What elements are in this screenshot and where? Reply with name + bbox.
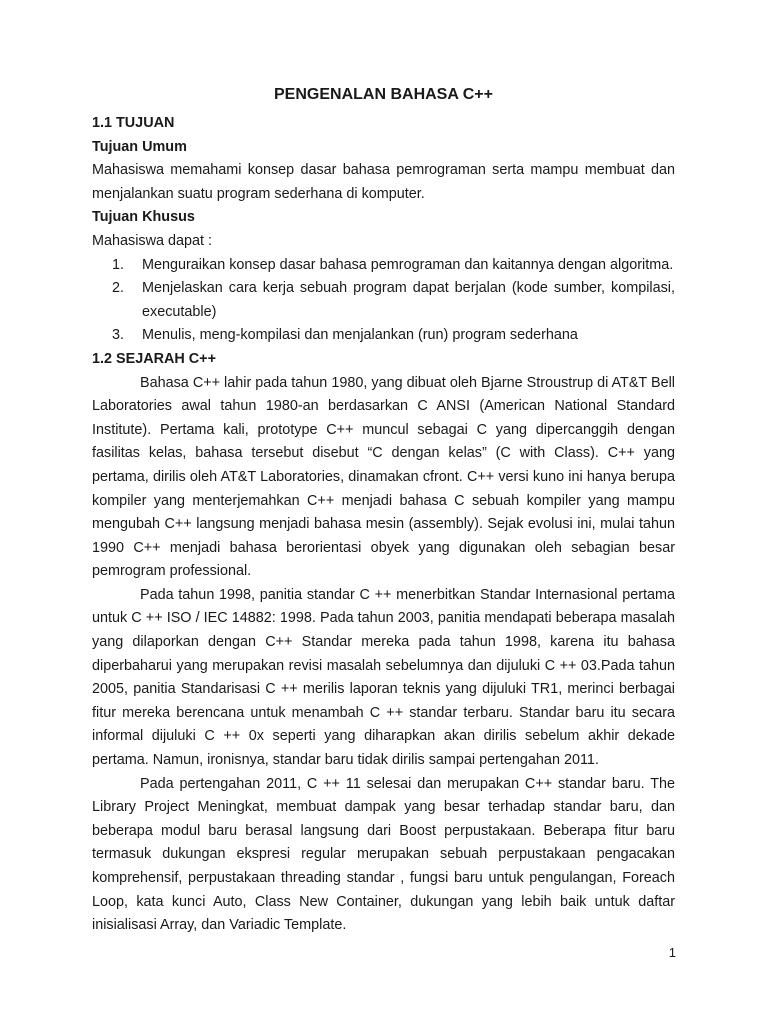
objective-list [92, 254, 675, 348]
paragraph-history-1: Bahasa C++ lahir pada tahun 1980, yang dibuat oleh Bjarne Stroustrup di AT&T Bell Laboratories awal tahun 1980-an berdasarkan C ANSI (American National Standard Institute). Pertama kali, prototype C++ muncul sebagai C yang dipercanggih dengan fasilitas kelas, bahasa tersebut disebut “C dengan kelas” (C with Class). C++ yang pertama, dirilis oleh AT&T Laboratories, dinamakan cfront. C++ versi kuno ini hanya berupa kompiler yang menterjemahkan C++ menjadi bahasa C sebuah kompiler yang mampu mengubah C++ langsung menjadi bahasa mesin (assembly). Sejak evolusi ini, mulai tahun 1990 C++ menjadi bahasa berorientasi obyek yang digunakan oleh sebagian besar pemrogram professional. [92, 374, 675, 580]
list-text: Menulis, meng-kompilasi dan menjalankan (run) program sederhana [142, 327, 578, 344]
paragraph-history-3: Pada pertengahan 2011, C ++ 11 selesai dan merupakan C++ standar baru. The Library Project Meningkat, membuat dampak yang besar terhadap standar baru, dan beberapa modul baru berasal langsung dari Boost perpustakaan. Beberapa fitur baru termasuk dukungan ekspresi regular merupakan sebuah perpustakaan pengacakan komprehensif, perpustakaan threading standar , fungsi baru untuk pengulangan, Foreach Loop, kata kunci Auto, Class New Container, dukungan yang lebih baik untuk daftar inisialisasi Array, dan Variadic Template. [92, 775, 675, 934]
document-title: PENGENALAN BAHASA C++ [274, 86, 493, 103]
page-number: 1 [668, 945, 676, 960]
list-item [106, 324, 675, 348]
section-heading-tujuan: 1.1 TUJUAN [92, 115, 175, 131]
list-text: Menguraikan konsep dasar bahasa pemrograman dan kaitannya dengan algoritma. [142, 256, 674, 273]
paragraph-intro: Mahasiswa dapat : [92, 232, 212, 249]
list-text: Menjelaskan cara kerja sebuah program dapat berjalan (kode sumber, kompilasi, executable) [142, 280, 675, 320]
section-heading-sejarah: 1.2 SEJARAH C++ [92, 350, 216, 367]
list-item [106, 254, 675, 278]
subheading-tujuan-khusus: Tujuan Khusus [92, 209, 195, 226]
list-number: 2. [112, 280, 125, 297]
list-item [106, 277, 675, 324]
paragraph-tujuan-umum: Mahasiswa memahami konsep dasar bahasa pemrograman serta mampu membuat dan menjalankan suatu program sederhana di komputer. [92, 162, 675, 202]
paragraph-history-2: Pada tahun 1998, panitia standar C ++ menerbitkan Standar Internasional pertama untuk C ++ ISO / IEC 14882: 1998. Pada tahun 2003, panitia mendapati beberapa masalah yang dilaporkan dengan C++ Standar mereka pada tahun 1998, karena itu bahasa diperbaharui yang merupakan revisi masalah sebelumnya dan dijuluki C ++ 03.Pada tahun 2005, panitia Standarisasi C ++ merilis laporan teknis yang dijuluki TR1, merinci berbagai fitur mereka berencana untuk menambah C ++ standar terbaru. Standar baru itu secara informal dijuluki C ++ 0x seperti yang diharapkan akan dirilis sebelum akhir dekade pertama. Namun, ironisnya, standar baru tidak dirilis sampai pertengahan 2011. [92, 586, 675, 769]
subheading-tujuan-umum: Tujuan Umum [92, 138, 187, 155]
list-number: 1. [112, 256, 125, 273]
document-page [92, 82, 675, 938]
list-number: 3. [112, 327, 125, 344]
